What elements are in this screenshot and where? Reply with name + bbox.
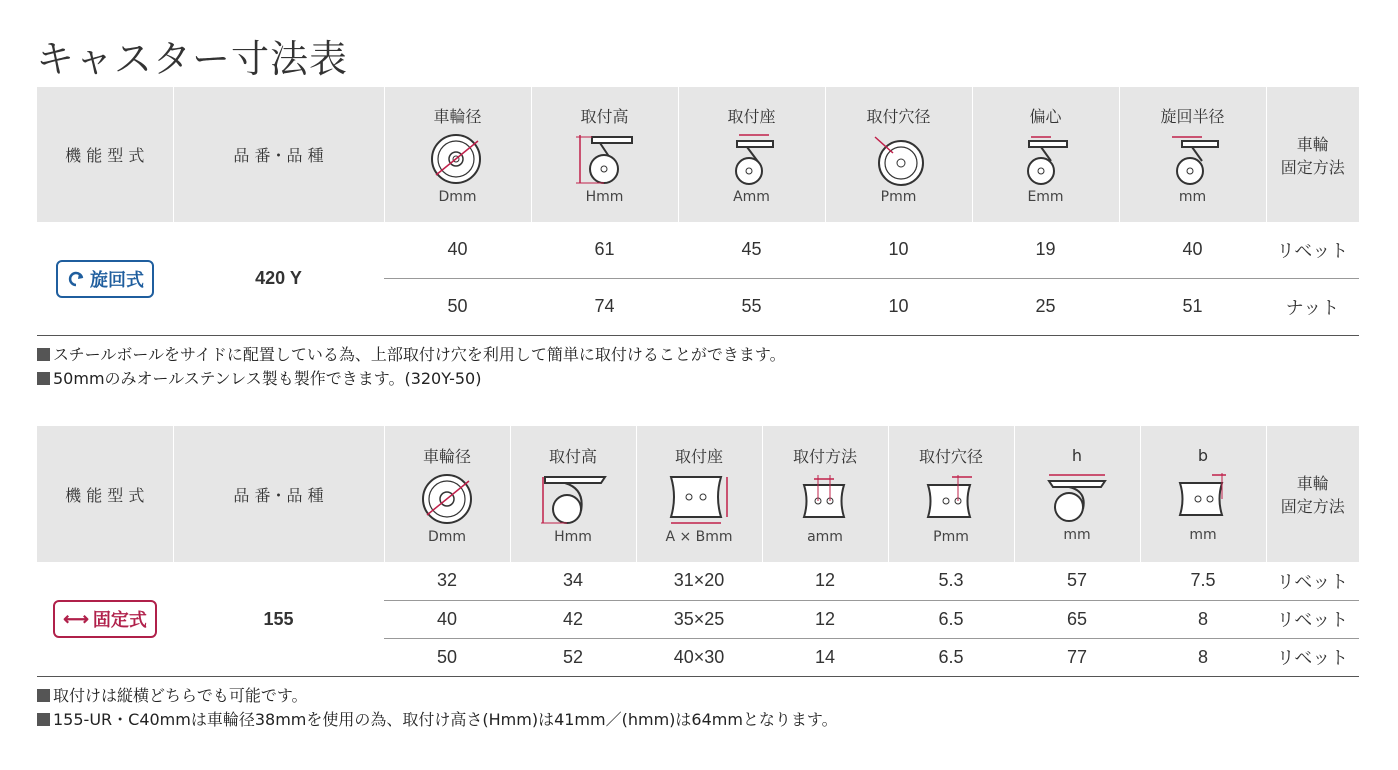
cell: 42 [510, 600, 636, 638]
mount-method-icon [790, 471, 860, 527]
mount-height-icon [535, 471, 611, 527]
cell: 6.5 [938, 646, 964, 667]
header-function: 機 能 型 式 [37, 426, 173, 562]
cell: 12 [762, 600, 888, 638]
fixed-badge: ⟷ 固定式 [53, 600, 157, 638]
mount-seat-icon [717, 131, 787, 187]
header-fix-method: 車輪 固定方法 [1266, 87, 1359, 222]
page-title: キャスター寸法表 [36, 37, 349, 81]
cell: 55 [741, 296, 762, 317]
model-number: 420 Y [255, 268, 302, 288]
cell: 61 [531, 222, 678, 278]
cell: 50 [447, 296, 468, 317]
cell: 57 [1014, 562, 1140, 600]
caster-table-1 [37, 87, 1359, 335]
function-cell [37, 222, 173, 335]
header-hole-diameter: 取付穴径 Pmm [888, 426, 1014, 562]
divider [37, 335, 1359, 336]
cell: 77 [1066, 646, 1088, 667]
hole-diameter-icon [869, 131, 929, 187]
cell: 6.5 [888, 600, 1014, 638]
cell: 65 [1014, 600, 1140, 638]
note: 取付けは縦横どちらでも可能です。 [53, 686, 308, 705]
cell: ナット [1285, 297, 1340, 318]
cell: 34 [510, 562, 636, 600]
hole-diameter-icon [916, 471, 986, 527]
cell: 8 [1197, 646, 1208, 667]
cell: 45 [678, 222, 825, 278]
cell: 10 [825, 222, 972, 278]
cell: 10 [888, 296, 909, 317]
swivel-icon [66, 269, 86, 289]
header-mount-seat: 取付座 Amm [678, 87, 825, 222]
cell: 8 [1140, 600, 1266, 638]
cell: 19 [972, 222, 1119, 278]
double-arrow-icon: ⟷ [63, 608, 89, 629]
header-swivel-radius: 旋回半径 mm [1119, 87, 1266, 222]
wheel-diameter-icon [428, 131, 488, 187]
cell: 40 [384, 600, 510, 638]
header-mount-height: 取付高 Hmm [510, 426, 636, 562]
header-h: h mm [1014, 426, 1140, 562]
cell: 31×20 [636, 562, 762, 600]
header-b: b mm [1140, 426, 1266, 562]
header-mount-plate: 取付座 A × Bmm [636, 426, 762, 562]
cell: 32 [384, 562, 510, 600]
cell: 7.5 [1140, 562, 1266, 600]
note: 155-UR・C40mmは車輪径38mmを使用の為、取付け高さ(Hmm)は41mm／(hmm)は64mmとなります。 [53, 710, 838, 729]
mount-plate-icon [659, 471, 739, 527]
cell: リベット [1266, 600, 1359, 638]
mount-height-icon [570, 131, 640, 187]
width-b-icon [1168, 469, 1238, 525]
divider [37, 676, 1359, 677]
notes-1 [37, 343, 786, 391]
swivel-badge: 旋回式 [56, 260, 154, 298]
cell: リベット [1266, 222, 1359, 278]
header-fix-method: 車輪 固定方法 [1266, 426, 1359, 562]
cell: 14 [814, 646, 836, 667]
caster-table-2 [37, 426, 1359, 676]
cell: 25 [1035, 296, 1056, 317]
note: 50mmのみオールステンレス製も製作できます。(320Y-50) [53, 369, 482, 388]
header-offset: 偏心 Emm [972, 87, 1119, 222]
cell: 74 [594, 296, 615, 317]
cell: リベット [1266, 562, 1359, 600]
cell: 52 [562, 646, 584, 667]
cell: 40×30 [673, 646, 725, 667]
cell: 35×25 [636, 600, 762, 638]
cell: 5.3 [888, 562, 1014, 600]
function-cell [37, 562, 173, 676]
cell: 40 [384, 222, 531, 278]
cell: 50 [436, 646, 458, 667]
offset-icon [1011, 131, 1081, 187]
header-wheel-diameter: 車輪径 Dmm [384, 426, 510, 562]
cell: 12 [762, 562, 888, 600]
header-part: 品 番・品 種 [173, 426, 384, 562]
header-mount-height: 取付高 Hmm [531, 87, 678, 222]
note: スチールボールをサイドに配置している為、上部取付け穴を利用して簡単に取付けることができます。 [53, 345, 786, 364]
header-part: 品 番・品 種 [173, 87, 384, 222]
model-number: 155 [263, 608, 294, 629]
header-function: 機 能 型 式 [37, 87, 173, 222]
header-wheel-diameter: 車輪径 Dmm [384, 87, 531, 222]
cell: リベット [1276, 648, 1349, 669]
wheel-diameter-icon [417, 471, 477, 527]
notes-2 [37, 684, 838, 732]
header-hole-diameter: 取付穴径 Pmm [825, 87, 972, 222]
header-mount-method: 取付方法 amm [762, 426, 888, 562]
height-h-icon [1039, 469, 1115, 525]
cell: 51 [1182, 296, 1203, 317]
swivel-radius-icon [1158, 131, 1228, 187]
cell: 40 [1119, 222, 1266, 278]
